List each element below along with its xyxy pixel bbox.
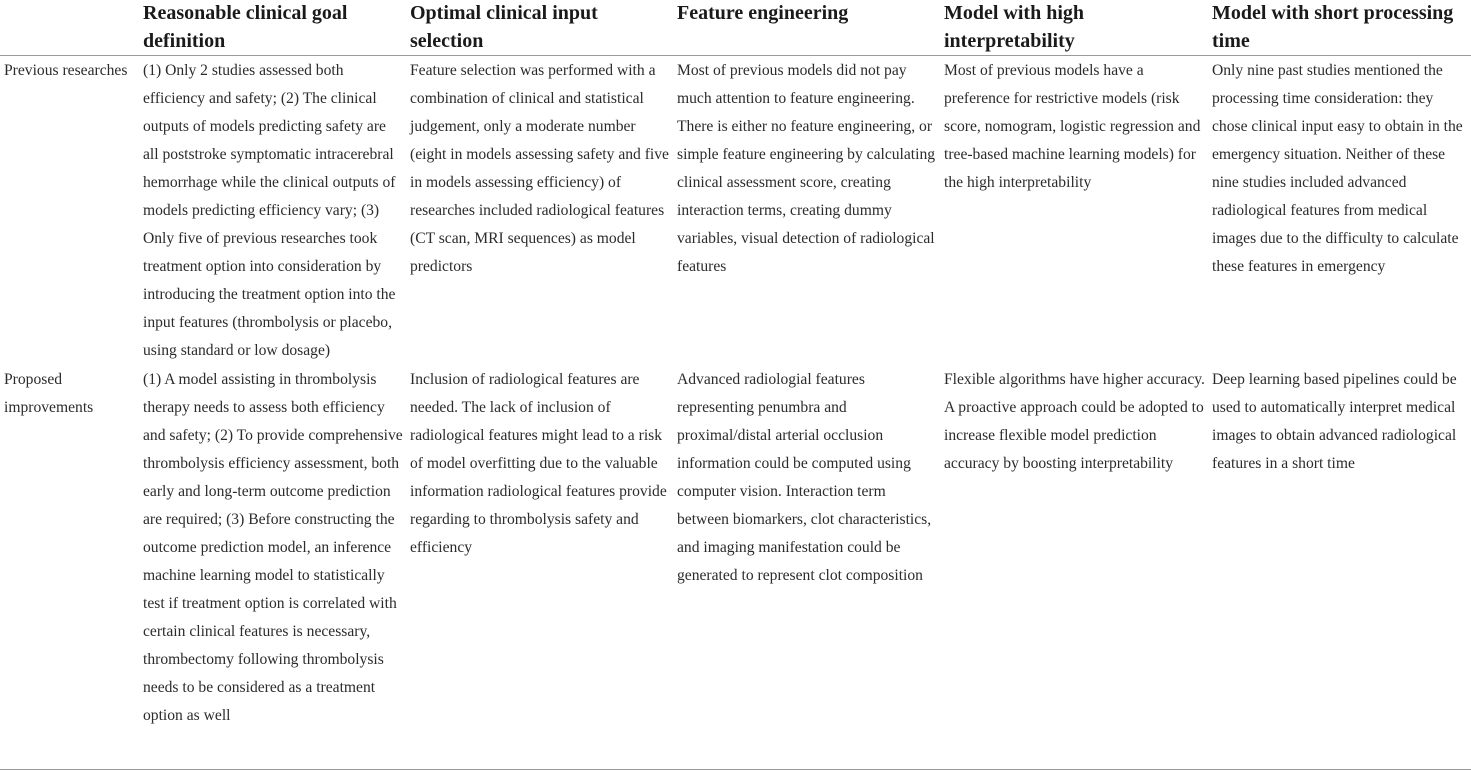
header-clinical-input: Optimal clinical input selection bbox=[410, 2, 598, 52]
table-cell: (1) A model assisting in thrombolysis therapy needs to assess both efficiency and safety; (2) To provide comprehensive thrombolysis efficiency assessment, both early and long-term outcome prediction are required; (3) Before constructing the outcome prediction model, an inference machine learning model to statistically test if treatment option is correlated with certain clinical features is necessary, thrombectomy following thrombolysis needs to be considered as a treatment option as well bbox=[143, 371, 403, 724]
row-label: Proposed improvements bbox=[4, 371, 94, 416]
table-cell: Deep learning based pipelines could be used to automatically interpret medical images to obtain advanced radiological features in a short time bbox=[1212, 371, 1457, 472]
table-cell: Only nine past studies mentioned the processing time consideration: they chose clinical input easy to obtain in the emergency situation. Neither of these nine studies included advanced radiological features from medical images due to the difficulty to calculate these features in emergency bbox=[1212, 62, 1463, 275]
row-label: Previous researches bbox=[4, 62, 128, 79]
table-cell: Inclusion of radiological features are needed. The lack of inclusion of radiological features might lead to a risk of model overfitting due to the valuable information radiological features provide regarding to thrombolysis safety and efficiency bbox=[410, 371, 667, 556]
header-clinical-goal: Reasonable clinical goal definition bbox=[143, 2, 348, 52]
table-cell: Feature selection was performed with a combination of clinical and statistical judgement, only a moderate number (eight in models assessing safety and five in models assessing efficiency) of researches included radiological features (CT scan, MRI sequences) as model predictors bbox=[410, 62, 669, 275]
table-cell: Flexible algorithms have higher accuracy. A proactive approach could be adopted to increase flexible model prediction accuracy by boosting interpretability bbox=[944, 371, 1205, 472]
table-header bbox=[0, 0, 1471, 56]
header-feature-engineering: Feature engineering bbox=[677, 2, 849, 24]
table-cell: Most of previous models have a preference for restrictive models (risk score, nomogram, logistic regression and tree-based machine learning models) for the high interpretability bbox=[944, 62, 1201, 191]
table-cell: Advanced radiologial features representing penumbra and proximal/distal arterial occlusion information could be computed using computer vision. Interaction term between biomarkers, clot characteristics, and imaging manifestation could be generated to represent clot composition bbox=[677, 371, 932, 584]
header-processing-time: Model with short processing time bbox=[1212, 2, 1454, 52]
table-cell: (1) Only 2 studies assessed both efficiency and safety; (2) The clinical outputs of models predicting safety are all poststroke symptomatic intracerebral hemorrhage while the clinical outputs of models predicting efficiency vary; (3) Only five of previous researches took treatment option into consideration by introducing the treatment option into the input features (thrombolysis or placebo, using standard or low dosage) bbox=[143, 62, 396, 359]
bottom-divider bbox=[0, 769, 1471, 770]
header-interpretability: Model with high interpretability bbox=[944, 2, 1085, 52]
table-cell: Most of previous models did not pay much attention to feature engineering. There is either no feature engineering, or simple feature engineering by calculating clinical assessment score, creating interaction terms, creating dummy variables, visual detection of radiological features bbox=[677, 62, 936, 275]
